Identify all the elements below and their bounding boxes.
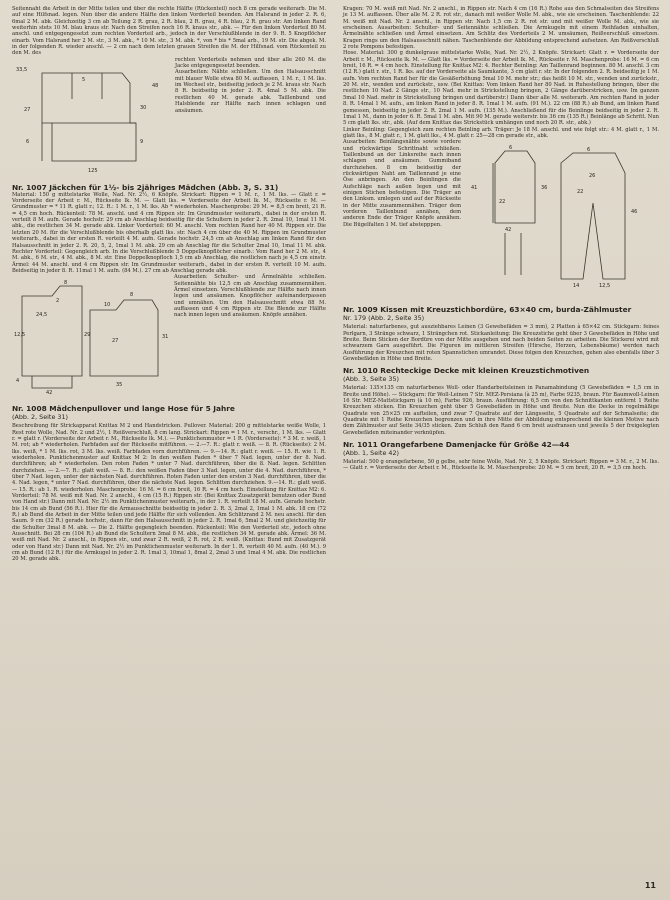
text-1008: Beschreibung für Strickapparat Knittax M 2 und Handstricken. Pullover. Material: 200 g mittelstarke weiße Wolle, 1 Rest rote Wolle, Nad. Nr. 2 und 2½, 1 Reißverschluß, 8 cm lang. Strickart: Rippen = 1 M. r., verschr., 1 M. lks. — Glatt r. = glatt r. (Vorderseite der Arbeit r. M., Rückseite lk. M.). — Punktichenmuster = 1 R. (Vorderseite): * 3 M. r. weiß, 1 M. rot; ab * wiederholen. Farbfaden auf der Rückseite mitführen. — 2.—7. R.: glatt r. weiß. — 8. R. (Rückseite): 2 M. lks. weiß, * 1 M. lks. rot, 3 M. lks. weiß. Farbfaden vorn durchführen. — 9.—14. R.: glatt r. weiß. — 15. R. wie 1. R. wiederholen. Punktichenmuster auf Knittax M 2: In den weißen Faden * über 7 Nad. legen, unter der 8. Nad. durchführen; ab * wiederholen. Den roten Faden * unter 7 Nad. durchführen, über die 8. Nad. legen. Schlitten durchziehen. — 2.—7. R.: glatt weiß. — 8. R.: den weißen Faden über 3 Nad. legen, unter die 4. Nad. durchführen, * über 7 Nad. legen, unter der nächsten Nad. durchführen. Roten Faden unter den ersten 3 Nad. durchführen, über die 4. Nad. legen, * unter 7 Nad. durchführen, über die nächste Nad. legen. Schlitten durchziehen. 9.—14. R.: glatt weiß. — 15. R.: ab 1. R. wiederholen. Maschenprobe: 16 M. = 6 cm breit, 16 R. = 4 cm hoch. Einstellung für Knittax M2: 6. Vorderteil: 78 M. weiß mit Nad. Nr. 2 anschl., 4 cm (15 R.) Rippen str. (Bei Knittax Zusatzgerät benutzen oder Bund von Hand str.) Dann mit Nad. Nr. 2½ im Punktichenmuster weiterarb., in der 1. R. verteilt 18 M. aufn. Gerade hochstr. bis 14 cm ab Bund (56 R.). Hier für die Armausschnitte beidseitig in jeder 2. R. 3, 2mal 2, 1mal 1 M. abk. 18 cm (72 R.) ab Bund die Arbeit in der Mitte teilen und jede Hälfte für sich vollenden. Am Schlitzrand 2 M. neu anschl. für den Saum. 9 cm (32 R.) gerade hochstr., dann für den Halsausschnitt in jeder 2. R. 1mal 6, 5mal 2 M. und gleichzeitig für die Schulter 3mal 8 M. abk. — Die 2. Hälfte gegengleich beenden. Rückenteil: Wie den Vorderteil str., jedoch ohne Ausschnitt. Bei 28 cm (104 R.) ab Bund die Schultern 3mal 8 M. abk., die restlichen 34 M. gerade abk. Ärmel: 36 M. weiß mit Nad. Nr. 2 anschl., in Rippen str., und zwar 2 R. weiß, 2 R. rot, 2 R. weiß. (Knittax: Bund mit Zusatzgerät oder von Hand str.) Dann mit Nad. Nr. 2½ im Punktichenmuster weiterarb. In der 1. R. verteilt 40 M. aufn. (40 M.). 9 cm ab Bund (12 R.) für die Armkugel in jeder 2. R. 1mal 3, 10mal 1, 8mal 2, 2mal 3 und 1mal 4 M. abk. Die restlichen 20 M. gerade abk. [12, 423, 326, 563]
trousers-pattern-svg [465, 143, 659, 293]
fig1-label: 9 [140, 138, 144, 145]
left-intro-narrow: rechten Vorderteils nehmen und über alle 260 M. die Jacke entgegengesetzt beenden. [175, 56, 326, 70]
trousers-pattern-diagram [465, 143, 659, 293]
subheading-1011: (Abb. 1, Seite 42) [343, 449, 400, 458]
fig1-label: 27 [24, 106, 31, 113]
fig2-label: 2 [56, 298, 60, 305]
subheading-1008: (Abb. 2, Seite 31) [12, 413, 69, 422]
fig3-label: 41 [471, 185, 478, 192]
fig1-label: 5 [82, 76, 86, 83]
fig1-label: 33,5 [16, 66, 28, 73]
page-number: 11 [644, 881, 656, 890]
left-intro: Seitennaht die Arbeit in der Mitte teilen und über die rechte Hälfte (Rückenteil) noch 8 cm gerade weiterarb. Die M. auf eine Hilfsnad. legen. Nun über die andere Hälfte den linken Vorderteil beenden. Am Halsrand in jeder 2. R. 6, 6mal 2 M. abk. Gleichzeitig 3 cm ab Teilung 2 R. grau, 2 R. blau, 2 R. grau, 4 R. blau, 2 R. grau str. Am linken Rand weiterhin stets 10 M. blau kraus str. Nach den Streifen noch 16 R. kraus str., abk. — Für den linken Vorderteil 80 M. anschl. und entgegengesetzt zum rechten Vorderteil arb., jedoch in der Verschlußblende in der 9. R. 5 Knopflöcher einarb. Vom Halsrand her 2 M. str., 3 M. abk., * 10 M. str., 3 M. abk. *, von * bis * 5mal arb., 19 M. str. Die abgek. M. in der folgenden R. wieder anschl. — 2 cm nach dem letzten grauen Streifen die M. der Hilfsnad. vom Rückenteil zu den M. des [12, 6, 326, 57]
jacket-pattern-diagram [12, 59, 172, 177]
text-1007: Material: 150 g mittelstarke Wolle, Nad. Nr. 2½, 6 Knöpfe. Strickart: Rippen = 1 M. r., 1 M. lks. — Glatt r. = Vorderseite der Arbeit r. M., Rückseite lk. M. — Glatt lks. = Vorderseite der Arbeit lk. M., Rückseite r. M. — Grundmuster = * 11 R. glatt r.; 12. R.: 1 M. r., 1 M. lks. Ab * wiederholen. Maschenprobe: 29 M. = 8,5 cm breit, 21 R. = 4,5 cm hoch. Rückenteil: 78 M. anschl. und 4 cm Rippen str. Im Grundmuster weiterarb., dabei in der ersten R. verteilt 8 M. aufn. Gerade hochstr. 29 cm ab Anschlag beidseitig für die Schultern in jeder 2. R. 2mal 10, 1mal 11 M. abk., die restlichen 34 M. gerade abk. Linker Vorderteil: 60 M. anschl. Vom rechten Rand her 40 M. Rippen str. Die letzten 20 M. für die Verschlußblende bis oberhalb glatt lks. str. Nach 4 cm über die 40 M. Rippen im Grundmuster weiterarb., dabei in der ersten R. verteilt 4 M. aufn. Gerade hochstr. 24,5 cm ab Anschlag am linken Rand für den Halsausschnitt in jeder 2. R. 20, 5, 2, 1mal 1 M. abk. 29 cm ab Anschlag für die Schulter 2mal 10, 1mal 11 M. abk. Rechter Vorderteil: Gegengleich arb. In die Verschlußblende 5 Doppelknopflöcher einarb.: Vom Rand her 2 M. str., 4 M. abk., 6 M. str., 4 M. abk., 8 M. str. Eine Doppelknopfloch 1,5 cm ab Anschlag, die restlichen nach je 4,5 cm einstr. Ärmel: 44 M. anschl. und 4 cm Rippen str. Im Grundmuster weiterarb., dabei in der ersten R. verteilt 10 M. aufn. Beidseitig in jeder 8. R. 11mal 1 M. aufn. (84 M.). 27 cm ab Anschlag gerade abk. [12, 191, 326, 274]
fig3-label: 46 [631, 209, 638, 216]
fig2-label: 4 [16, 378, 20, 385]
right-hose: Hose. Material: 300 g dunkelgraue mittelstarke Wolle, Nad. Nr. 2½, 2 Knöpfe. Strickart: Glatt r. = Vorderseite der Arbeit r. M., Rückseite lk. M. — Glatt lks. = Vorderseite der Arbeit lk. M., Rückseite r. M. Maschenprobe: 16 M. = 6 cm breit, 16 R. = 4 cm hoch. Einstellung für Knittax M2: 4. Rechter Beinling: Am Taillenrand beginnen. 80 M. anschl. 3 cm (12 R.) glatt r. str., 1 R. lks. auf der Vorderseite als Saumkante, 3 cm glatt r. str. In der folgenden 2. R. beidseitig je 1 M. aufn. Vom rechten Rand her für die Gesäßerhöhung 5mal 10 M. mehr str.; das heißt 10 M. str., wenden und zurückstr., 20 M. str., wenden und zurückstr., usw. (Bei Knittax: Vom linken Rand her 80 Nad. in Ruhestellung bringen, über die restlichen 10 Nad. 2 Gänge str., 10 Nad. mehr in Strickstellung bringen, 2 Gänge darüberstricken, usw. Im ganzen 5mal 10 Nad. mehr in Strickstellung bringen und darüberstr.) Dann über alle M. weiterarb. Am rechten Rand in jeder 8. R. 14mal 1 M. aufn., am linken Rand in jeder 8. R. 1mal 1 M. aufn. (91 M.). 22 cm (88 R.) ab Bund, am linken Rand gemessen, beidseitig in jeder 2. R. 2mal 1 M. aufn. (135 M.). Anschließend für die Beinlinge beidseitig in jeder 2. R. 1mal 1 M., dann in jeder 6. R. 5mal 1 M. abn. Mit 90 M. gerade weiterstr. bis 36 cm (135 R.) Beinlänge ab Schritt. Nun 5 cm glatt lks. str., abk. (Auf dem Knittax das Strickstück umhängen und noch 20 R. str., abk.) [343, 50, 659, 127]
toddler-jacket-diagram [12, 276, 170, 396]
heading-1010: Nr. 1010 Rechteckige Decke mit kleinen Kreuzstichmotiven [343, 366, 590, 376]
heading-1007: Nr. 1007 Jäckchen für 1½- bis 2jähriges Mädchen (Abb. 3, S. 31) [12, 182, 279, 192]
text-1011: Material: 500 g orangefarbene, 50 g gelbe, sehr feine Wolle, Nad. Nr. 2, 5 Knöpfe. Strickart: Rippen = 3 M. r., 2 M. lks. — Glatt r. = Vorderseite der Arbeit r. M., Rückseite lk. M. Maschenprobe: 20 M. = 5 cm breit, 20 R. = 3,5 cm hoch. [343, 459, 659, 472]
fig2-label: 12,5 [14, 332, 26, 339]
left-intro-narrow2: Ausarbeiten: Nähte schließen. Um den Halsausschnitt mit blauer Wolle etwa 80 M. auffassen, 1 M. r., 1 M. lks. im Wechsel str., beidseitig jedoch je 2 M. kraus str. Nach 8 R. beidseitig in jeder 2. R. 4mal 5 M. abk. Die restlichen 40 M. gerade abk. Taillenbund und Halsblende zur Hälfte nach innen schlagen und ansäumen. [175, 69, 326, 114]
fig2-label: 29 [84, 332, 91, 339]
heading-1011: Nr. 1011 Orangefarbene Damenjacke für Größe 42—44 [343, 440, 570, 450]
fig3-label: 6 [587, 147, 591, 154]
jacket-pattern-svg [12, 59, 172, 177]
right-column [343, 6, 659, 472]
fig1-label: 125 [88, 167, 98, 174]
text-1007b: Ausarbeiten: Schulter- und Ärmelnähte schließen. Seitennähte bis 12,5 cm ab Anschlag zusammennähen. Ärmel einsetzen. Verschlußblende zur Hälfte nach innen legen und ansäumen. Knopflöcher aufeinanderpassen und umnähen. Um den Halsausschnitt etwa 88 M. auffassen und 4 cm Rippen str. Die Blende zur Hälfte nach innen legen und ansäumen. Knöpfe annähen. [174, 274, 326, 319]
fig2-label: 10 [104, 302, 111, 309]
fig1-label: 30 [140, 104, 147, 111]
fig3-label: 42 [505, 227, 512, 234]
fig2-label: 24,5 [36, 312, 48, 319]
right-hose2: Linker Beinling: Gegengleich zum rechten Beinling arb. Träger: Je 18 M. anschl. und wie folgt str.: 4 M. glatt r., 1 M. glatt lks., 8 M. glatt r., 1 M. glatt lks., 4 M. glatt r. 25—28 cm gerade str., abk. [343, 126, 659, 139]
fig2-label: 42 [46, 390, 53, 397]
fig3-label: 6 [509, 145, 513, 152]
fig2-label: 31 [162, 334, 169, 341]
text-1010: Material: 135×135 cm naturfarbenes Woll- oder Handarbeitsleinen in Panamabindung (5 Gewebefäden = 1,5 cm in Breite und Höhe). — Stickgarn: für Woll-Leinen 7 Str. MEZ-Persiana (à 25 m), Farbe 9235, braun. Für Baumwoll-Leinen 16 Str. MEZ-Mattstickgarn (à 10 m), Farbe 926, braun. Ausführung: 6,5 cm von den Schnittkanten entfernt 1 Reihe Kreuzchen sticken. Ein Kreuzchen geht über 5 Gewebefäden in Höhe und Breite. Nun die Decke in regelmäßige Quadrate von 25×25 cm aufteilen, und zwar 7 Quadrate auf der Längsseite, 5 Quadrate auf der Schmalseite; die Quadrate mit 1 Reihe Kreuzchen begrenzen und in ihre Mitte der Abbildung entsprechend die kleinen Motive nach dem Zählmuster auf Seite 34/35 sticken. Zum Schluß den Rand 6 cm breit ausfransen und jeweils 5 der freigelegten Gewebefäden miteinander verknüpfen. [343, 385, 659, 436]
right-ausarbeiten: Ausarbeiten: Beinlängsnähte sowie vordere und rückwärtige Schrittnaht schließen. Taillenbund an der Linksreihe nach innen schlagen und ansäumen. Gummiband durchziehen. 8 cm beidseitig der rückwärtigen Naht am Taillenrand je eine Öse anbringen. An den Beinlingen die Aufschläge nach außen legen und mit einigen Stichen befestigen. Die Träger an den Linksm. umlegen und auf der Rückseite in der Mitte zusammennähen. Träger dem vorderen Taillenbund annähen, dem anderen Ende der Träger Knöpfe annähen. Die Bügelfalten 1 M. tief abstepppen. [343, 139, 461, 228]
fig3-label: 22 [577, 189, 584, 196]
fig2-label: 27 [112, 338, 119, 345]
fig3-label: 12,5 [599, 283, 611, 290]
subheading-1009: Nr. 179 (Abb. 2, Seite 35) [343, 314, 425, 323]
fig2-label: 35 [116, 382, 123, 389]
fig3-label: 22 [499, 199, 506, 206]
left-column [12, 6, 326, 563]
fig2-label: 8 [64, 280, 68, 287]
fig3-label: 14 [573, 283, 580, 290]
text-1009: Material: naturfarbenes, gut ausziehbares Leinen (3 Gewebefäden = 3 mm), 2 Platten à 65×42 cm. Stickgarn: feines Perlgarn, 3 Stränge schwarz, 1 Strängchen rot. Stickanleitung: Die Kreuzstiche geht über 3 Gewebefäden in Höhe und Breite. Beim Sticken der Bordüre von der Mitte ausgehen und nach beiden Seiten zu arbeiten. Die Stickerei wird mit schwarzem Garn ausgeführt. Die Figuren im mittleren Streifen (Hirsche, Herzen, Lebensbäume) werden nach Ausführung der Kreuzchen mit roten Spannstichen umrandet. Diese folgen den Kreuzchen, gehen also ebenfalls über 3 Gewebefäden in Höhe und Breite. [343, 324, 659, 362]
fig1-label: 48 [152, 82, 159, 89]
heading-1008: Nr. 1008 Mädchenpullover und lange Hose für 5 Jahre [12, 404, 235, 414]
fig3-label: 36 [541, 185, 548, 192]
subheading-1010: (Abb. 3, Seite 35) [343, 375, 400, 384]
fig2-label: 8 [130, 292, 134, 299]
fig3-label: 26 [589, 173, 596, 180]
heading-1009: Nr. 1009 Kissen mit Kreuzstichbordüre, 63×40 cm, burda-Zählmuster [343, 305, 632, 315]
fig1-label: 6 [26, 138, 30, 145]
toddler-jacket-svg [12, 276, 170, 396]
right-intro: Kragen: 70 M. weiß mit Nad. Nr. 2 anschl., in Rippen str. Nach 4 cm (16 R.) Rohe aus den Schmalseiten des Streifens je 13 M. auffassen. Über alle M. 2 R. rot str., danach mit weißer Wolle M. abk., wie sie erscheinen. Taschenblende: 22 M. weiß mit Nad. Nr. 2 anschl., in Rippen str. Nach 1,5 cm 2 R. rot str. und mit weißer Wolle M. abk., wie sie erscheinen. Ausarbeiten: Schulter- und Seitennähte schließen. Die Armkugeln mit einem Reihfaden einhalten, Ärmelnähte schließen und Ärmel einsetzen. Am Schlitz des Vorderteils 2 M. umsäumen, Reißverschluß einsetzen. Kragen rings um den Halsausschnitt nähen. Taschenblende der Abbildung entsprechend aufsetzen. Am Reißverschluß 2 rote Pompons befestigen. [343, 6, 659, 51]
